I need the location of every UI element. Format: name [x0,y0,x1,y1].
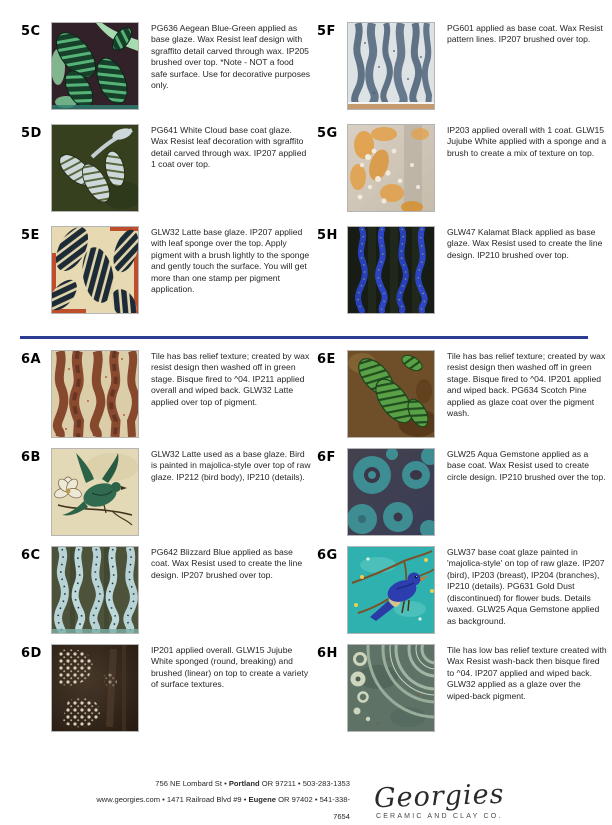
top-left-column [21,22,317,328]
catalog-row-5d [21,124,317,212]
tile-code: 5G [317,126,338,141]
catalog-row-6d [21,644,317,732]
section-divider [20,336,588,339]
catalog-row-6e [317,350,612,438]
tile-description: GLW32 Latte used as a base glaze. Bird is painted in majolica-style over top of raw glaze. IP212 (bird body), IP210 (details). [151,449,311,482]
footer-address-line-1 [84,776,350,792]
tile-image-6b-majolica-bird [51,448,139,536]
company-logo [373,778,505,820]
tile-image-5d-white-leaves [51,124,139,212]
tile-code: 5E [21,228,40,243]
catalog-row-6a [21,350,317,438]
tile-description: GLW25 Aqua Gemstone applied as a base coat. Wax Resist used to create circle design. IP210 brushed over the top. [447,449,606,482]
tile-description: Tile has low bas relief texture created with Wax Resist wash-back then bisque fired to ^04. IP207 applied and wiped back. GLW32 applied as a glaze over the wiped-back pigment. [447,645,607,701]
address-text: OR 97402 • 541-338-7654 [275,795,350,821]
catalog-row-5f [317,22,612,110]
top-section [0,22,612,328]
tile-image-5g-sponged-texture [347,124,435,212]
bottom-left-column [21,350,317,742]
catalog-row-5g [317,124,612,212]
catalog-row-6b [21,448,317,536]
tile-code: 6H [317,646,338,661]
bottom-section [0,350,612,742]
tile-code: 6F [317,450,336,465]
top-right-column [317,22,612,328]
tile-description: IP203 applied overall with 1 coat. GLW15 Jujube White applied with a sponge and a brush to create a mix of texture on top. [447,125,607,158]
tile-image-6f-circle-design [347,448,435,536]
catalog-row-6h [317,644,612,732]
tile-image-6g-bluebird [347,546,435,634]
tile-code: 6D [21,646,42,661]
address-text: OR 97211 • 503-283-1353 [259,779,350,788]
address-text: 756 NE Lombard St • [155,779,229,788]
footer-address-block [84,776,350,825]
page-footer [0,776,612,825]
tile-description: PG636 Aegean Blue-Green applied as base glaze. Wax Resist leaf design with sgraffito detail carved through wax. IP205 brushed over top. *Note - NOT a food safe surface. Use for decorative purposes only. [151,23,311,91]
logo-subtitle: CERAMIC AND CLAY CO. [375,812,503,820]
catalog-row-5h [317,226,612,314]
tile-code: 6C [21,548,41,563]
city-eugene: Eugene [248,795,276,805]
tile-image-5f-wax-stripes [347,22,435,110]
catalog-row-5c [21,22,317,110]
tile-code: 6B [21,450,41,465]
logo-script-name: Georgies [373,778,505,815]
tile-image-5c-leaf-sgraffito [51,22,139,110]
tile-code: 6G [317,548,338,563]
footer-address-line-2 [84,792,350,825]
tile-image-6e-relief-leaves [347,350,435,438]
catalog-row-5e [21,226,317,314]
website-and-address-text: www.georgies.com • 1471 Railroad Blvd #9 • [96,795,249,805]
catalog-row-6f [317,448,612,536]
tile-code: 5C [21,24,41,39]
tile-code: 6E [317,352,336,367]
tile-description: GLW37 base coat glaze painted in 'majolica-style' on top of raw glaze. IP207 (bird), IP203 (breast), IP204 (branches), IP210 (details). PG631 Gold Dust (discontinued) for flower buds. Details waxed. GLW25 Aqua Gemstone applied as background. [447,547,605,626]
tile-description: PG641 White Cloud base coat glaze. Wax Resist leaf decoration with sgraffito detail carved through wax. IP207 applied 1 coat over top. [151,125,307,170]
city-portland: Portland [228,779,260,788]
catalog-row-6c [21,546,317,634]
tile-code: 5D [21,126,42,141]
tile-image-5e-leaf-stamps [51,226,139,314]
tile-code: 6A [21,352,42,367]
tile-description: Tile has bas relief texture; created by wax resist design then washed off in green stage. Bisque fired to ^04. IP211 applied overall and wiped back. GLW32 Latte applied over top of pigment. [151,351,310,407]
tile-description: GLW32 Latte base glaze. IP207 applied with leaf sponge over the top. Apply pigment with a brush lightly to the sponge and gently touch the surface. You will get more than one stamp per pigment application. [151,227,310,295]
tile-description: IP201 applied overall. GLW15 Jujube White sponged (round, breaking) and brushed (linear) on top to create a variety of surface textures. [151,645,309,690]
tile-description: GLW47 Kalamat Black applied as base glaze. Wax Resist used to create the line design. IP210 brushed over top. [447,227,603,260]
tile-description: PG601 applied as base coat. Wax Resist pattern lines. IP207 brushed over top. [447,23,603,45]
tile-image-5h-blue-lines [347,226,435,314]
tile-image-6c-blue-lines [51,546,139,634]
tile-image-6d-sponge-dots [51,644,139,732]
tile-image-6a-relief-stripes [51,350,139,438]
bottom-right-column [317,350,612,742]
tile-description: PG642 Blizzard Blue applied as base coat. Wax Resist used to create the line design. IP207 brushed over top. [151,547,303,580]
tile-code: 5H [317,228,338,243]
tile-code: 5F [317,24,336,39]
tile-description: Tile has bas relief texture; created by wax resist design then washed off in green stage. Bisque fired to ^04. IP201 applied and wiped back. PG634 Scotch Pine applied as glaze coat over the pigment wash. [447,351,606,419]
tile-image-6h-relief-arcs [347,644,435,732]
catalog-row-6g [317,546,612,634]
